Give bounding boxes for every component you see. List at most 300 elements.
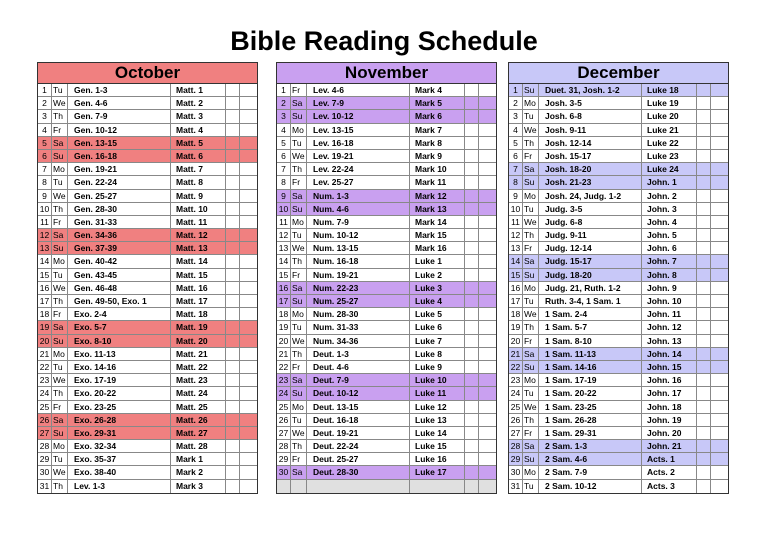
check-cell — [697, 137, 711, 149]
table-row — [509, 335, 728, 348]
notes-cell — [240, 295, 257, 307]
day-number-cell: 17 — [38, 295, 52, 307]
table-row — [277, 480, 496, 493]
reading-two-cell: Luke 24 — [642, 163, 697, 175]
reading-one-cell: Num. 22-23 — [307, 282, 410, 294]
notes-cell — [711, 440, 728, 452]
check-cell — [226, 269, 240, 281]
day-number-cell: 8 — [38, 176, 52, 188]
check-cell — [697, 440, 711, 452]
day-number-cell: 28 — [277, 440, 291, 452]
notes-cell — [711, 374, 728, 386]
reading-one-cell: Num. 7-9 — [307, 216, 410, 228]
notes-cell — [479, 124, 496, 136]
table-row — [509, 97, 728, 110]
reading-two-cell: John. 11 — [642, 308, 697, 320]
table-row — [509, 466, 728, 479]
reading-two-cell: Mark 4 — [410, 84, 465, 96]
notes-cell — [240, 190, 257, 202]
table-row — [509, 282, 728, 295]
reading-one-cell: Gen. 10-12 — [68, 124, 171, 136]
weekday-cell: Sa — [52, 229, 68, 241]
table-row — [277, 97, 496, 110]
table-row — [509, 374, 728, 387]
reading-one-cell: Lev. 4-6 — [307, 84, 410, 96]
day-number-cell: 23 — [277, 374, 291, 386]
reading-two-cell: Mark 5 — [410, 97, 465, 109]
table-row — [277, 216, 496, 229]
reading-two-cell: John. 14 — [642, 348, 697, 360]
weekday-cell: Fr — [52, 308, 68, 320]
reading-one-cell: 1 Sam. 23-25 — [539, 401, 642, 413]
reading-one-cell: Ruth. 3-4, 1 Sam. 1 — [539, 295, 642, 307]
check-cell — [226, 427, 240, 439]
reading-one-cell: Num. 10-12 — [307, 229, 410, 241]
month-rows — [509, 84, 728, 493]
day-number-cell: 30 — [509, 466, 523, 478]
reading-two-cell: Mark 3 — [171, 480, 226, 493]
table-row — [38, 453, 257, 466]
notes-cell — [479, 255, 496, 267]
reading-two-cell: Matt. 3 — [171, 110, 226, 122]
check-cell — [697, 269, 711, 281]
table-row — [509, 137, 728, 150]
reading-one-cell: Exo. 20-22 — [68, 387, 171, 399]
reading-two-cell: Mark 13 — [410, 203, 465, 215]
reading-one-cell: Num. 16-18 — [307, 255, 410, 267]
check-cell — [697, 361, 711, 373]
reading-two-cell: Mark 7 — [410, 124, 465, 136]
reading-two-cell: Matt. 20 — [171, 335, 226, 347]
weekday-cell: Mo — [52, 440, 68, 452]
notes-cell — [711, 335, 728, 347]
check-cell — [697, 466, 711, 478]
day-number-cell: 4 — [277, 124, 291, 136]
notes-cell — [240, 163, 257, 175]
reading-one-cell: Deut. 13-15 — [307, 401, 410, 413]
reading-one-cell: Lev. 16-18 — [307, 137, 410, 149]
weekday-cell: Mo — [291, 401, 307, 413]
notes-cell — [479, 466, 496, 478]
check-cell — [697, 190, 711, 202]
table-row — [38, 308, 257, 321]
day-number-cell: 24 — [38, 387, 52, 399]
weekday-cell: Fr — [52, 124, 68, 136]
weekday-cell: Tu — [523, 387, 539, 399]
reading-two-cell: Mark 11 — [410, 176, 465, 188]
reading-two-cell: Luke 8 — [410, 348, 465, 360]
day-number-cell: 25 — [38, 401, 52, 413]
table-row — [38, 150, 257, 163]
check-cell — [226, 150, 240, 162]
weekday-cell: Tu — [523, 480, 539, 493]
notes-cell — [479, 110, 496, 122]
notes-cell — [479, 414, 496, 426]
check-cell — [465, 440, 479, 452]
check-cell — [226, 190, 240, 202]
weekday-cell: We — [52, 190, 68, 202]
reading-two-cell: John. 10 — [642, 295, 697, 307]
notes-cell — [240, 216, 257, 228]
notes-cell — [479, 203, 496, 215]
reading-one-cell: Deut. 4-6 — [307, 361, 410, 373]
check-cell — [226, 176, 240, 188]
weekday-cell: We — [52, 282, 68, 294]
day-number-cell: 6 — [509, 150, 523, 162]
table-row — [509, 110, 728, 123]
day-number-cell: 28 — [38, 440, 52, 452]
weekday-cell: We — [291, 150, 307, 162]
reading-two-cell: Matt. 2 — [171, 97, 226, 109]
table-row — [38, 427, 257, 440]
weekday-cell: Su — [523, 84, 539, 96]
table-row — [38, 190, 257, 203]
check-cell — [465, 255, 479, 267]
weekday-cell: Tu — [52, 176, 68, 188]
table-row — [509, 150, 728, 163]
weekday-cell: Su — [523, 453, 539, 465]
reading-two-cell: Luke 9 — [410, 361, 465, 373]
table-row — [38, 242, 257, 255]
check-cell — [697, 374, 711, 386]
weekday-cell: Tu — [291, 137, 307, 149]
weekday-cell: Su — [52, 427, 68, 439]
reading-one-cell: Gen. 13-15 — [68, 137, 171, 149]
reading-one-cell: Exo. 32-34 — [68, 440, 171, 452]
weekday-cell: Fr — [291, 84, 307, 96]
reading-one-cell: Deut. 10-12 — [307, 387, 410, 399]
reading-one-cell: Gen. 16-18 — [68, 150, 171, 162]
day-number-cell: 5 — [38, 137, 52, 149]
table-row — [509, 321, 728, 334]
reading-two-cell: John. 17 — [642, 387, 697, 399]
reading-one-cell: 1 Sam. 26-28 — [539, 414, 642, 426]
reading-two-cell: Luke 20 — [642, 110, 697, 122]
table-row — [277, 203, 496, 216]
check-cell — [226, 97, 240, 109]
month-header: November — [277, 63, 496, 84]
day-number-cell: 20 — [509, 335, 523, 347]
notes-cell — [479, 440, 496, 452]
table-row — [277, 137, 496, 150]
table-row — [277, 453, 496, 466]
day-number-cell: 26 — [38, 414, 52, 426]
day-number-cell: 27 — [38, 427, 52, 439]
table-row — [277, 110, 496, 123]
check-cell — [226, 440, 240, 452]
day-number-cell: 20 — [277, 335, 291, 347]
reading-two-cell: Matt. 8 — [171, 176, 226, 188]
check-cell — [697, 124, 711, 136]
check-cell — [465, 124, 479, 136]
reading-one-cell: Gen. 7-9 — [68, 110, 171, 122]
reading-two-cell: Matt. 6 — [171, 150, 226, 162]
notes-cell — [711, 97, 728, 109]
reading-two-cell: Luke 18 — [642, 84, 697, 96]
reading-two-cell: John. 2 — [642, 190, 697, 202]
notes-cell — [711, 282, 728, 294]
weekday-cell: Fr — [523, 150, 539, 162]
check-cell — [465, 480, 479, 493]
table-row — [509, 176, 728, 189]
check-cell — [226, 242, 240, 254]
check-cell — [226, 453, 240, 465]
weekday-cell: We — [523, 308, 539, 320]
check-cell — [226, 203, 240, 215]
notes-cell — [479, 242, 496, 254]
reading-one-cell: Exo. 11-13 — [68, 348, 171, 360]
check-cell — [226, 229, 240, 241]
notes-cell — [479, 335, 496, 347]
reading-one-cell: Judg. 12-14 — [539, 242, 642, 254]
day-number-cell: 6 — [277, 150, 291, 162]
weekday-cell: Tu — [291, 229, 307, 241]
day-number-cell: 22 — [277, 361, 291, 373]
check-cell — [465, 401, 479, 413]
check-cell — [226, 401, 240, 413]
check-cell — [697, 401, 711, 413]
day-number-cell: 29 — [38, 453, 52, 465]
check-cell — [226, 124, 240, 136]
notes-cell — [240, 308, 257, 320]
notes-cell — [240, 427, 257, 439]
notes-cell — [240, 414, 257, 426]
weekday-cell: Th — [291, 348, 307, 360]
weekday-cell: Su — [523, 361, 539, 373]
check-cell — [465, 453, 479, 465]
reading-one-cell: Judg. 21, Ruth. 1-2 — [539, 282, 642, 294]
table-row — [509, 163, 728, 176]
notes-cell — [711, 295, 728, 307]
table-row — [38, 176, 257, 189]
weekday-cell: Mo — [52, 255, 68, 267]
check-cell — [465, 216, 479, 228]
reading-one-cell: Gen. 40-42 — [68, 255, 171, 267]
notes-cell — [240, 137, 257, 149]
weekday-cell: Th — [52, 203, 68, 215]
weekday-cell: Sa — [291, 190, 307, 202]
table-row — [277, 348, 496, 361]
check-cell — [226, 255, 240, 267]
check-cell — [697, 348, 711, 360]
reading-one-cell: Exo. 2-4 — [68, 308, 171, 320]
reading-two-cell: Acts. 1 — [642, 453, 697, 465]
check-cell — [465, 242, 479, 254]
check-cell — [697, 216, 711, 228]
reading-one-cell: Lev. 13-15 — [307, 124, 410, 136]
notes-cell — [240, 229, 257, 241]
reading-one-cell: Exo. 14-16 — [68, 361, 171, 373]
table-row — [38, 295, 257, 308]
weekday-cell: We — [523, 216, 539, 228]
reading-one-cell: 2 Sam. 1-3 — [539, 440, 642, 452]
table-row — [277, 229, 496, 242]
table-row — [277, 466, 496, 479]
table-row — [38, 269, 257, 282]
weekday-cell: We — [523, 124, 539, 136]
reading-two-cell: Matt. 10 — [171, 203, 226, 215]
reading-one-cell: Gen. 43-45 — [68, 269, 171, 281]
reading-two-cell: John. 19 — [642, 414, 697, 426]
reading-two-cell: John. 18 — [642, 401, 697, 413]
notes-cell — [240, 374, 257, 386]
weekday-cell: Su — [52, 335, 68, 347]
reading-two-cell: Luke 12 — [410, 401, 465, 413]
notes-cell — [240, 242, 257, 254]
notes-cell — [240, 84, 257, 96]
table-row — [38, 124, 257, 137]
reading-two-cell: Luke 10 — [410, 374, 465, 386]
weekday-cell: We — [523, 401, 539, 413]
reading-one-cell: Gen. 25-27 — [68, 190, 171, 202]
table-row — [509, 295, 728, 308]
check-cell — [697, 453, 711, 465]
notes-cell — [711, 348, 728, 360]
reading-two-cell: Matt. 15 — [171, 269, 226, 281]
reading-two-cell: Matt. 27 — [171, 427, 226, 439]
reading-one-cell: Josh. 18-20 — [539, 163, 642, 175]
page-title: Bible Reading Schedule — [230, 26, 538, 56]
notes-cell — [240, 361, 257, 373]
notes-cell — [240, 124, 257, 136]
table-row — [277, 308, 496, 321]
reading-one-cell: Deut. 19-21 — [307, 427, 410, 439]
check-cell — [465, 321, 479, 333]
notes-cell — [711, 401, 728, 413]
reading-one-cell: Judg. 18-20 — [539, 269, 642, 281]
day-number-cell: 18 — [509, 308, 523, 320]
check-cell — [226, 348, 240, 360]
day-number-cell: 3 — [277, 110, 291, 122]
table-row — [38, 440, 257, 453]
reading-one-cell: Gen. 4-6 — [68, 97, 171, 109]
reading-two-cell: Mark 1 — [171, 453, 226, 465]
day-number-cell: 2 — [277, 97, 291, 109]
reading-two-cell: John. 9 — [642, 282, 697, 294]
table-row — [277, 361, 496, 374]
reading-two-cell: Mark 8 — [410, 137, 465, 149]
day-number-cell — [277, 480, 291, 493]
reading-one-cell: Deut. 22-24 — [307, 440, 410, 452]
day-number-cell: 16 — [277, 282, 291, 294]
table-row — [277, 84, 496, 97]
reading-one-cell: Gen. 28-30 — [68, 203, 171, 215]
notes-cell — [711, 110, 728, 122]
notes-cell — [240, 466, 257, 478]
check-cell — [697, 97, 711, 109]
weekday-cell: Fr — [523, 335, 539, 347]
notes-cell — [479, 401, 496, 413]
day-number-cell: 19 — [509, 321, 523, 333]
day-number-cell: 10 — [38, 203, 52, 215]
reading-two-cell: Luke 21 — [642, 124, 697, 136]
check-cell — [465, 229, 479, 241]
weekday-cell: Tu — [523, 110, 539, 122]
reading-two-cell: Matt. 14 — [171, 255, 226, 267]
weekday-cell: Mo — [52, 163, 68, 175]
table-row — [509, 480, 728, 493]
table-row — [509, 124, 728, 137]
table-row — [277, 282, 496, 295]
day-number-cell: 27 — [277, 427, 291, 439]
check-cell — [465, 295, 479, 307]
reading-one-cell: Exo. 35-37 — [68, 453, 171, 465]
day-number-cell: 19 — [277, 321, 291, 333]
reading-two-cell: Matt. 12 — [171, 229, 226, 241]
reading-two-cell: Matt. 23 — [171, 374, 226, 386]
reading-one-cell: Josh. 3-5 — [539, 97, 642, 109]
check-cell — [226, 321, 240, 333]
reading-one-cell: Num. 19-21 — [307, 269, 410, 281]
weekday-cell: Th — [291, 255, 307, 267]
table-row — [38, 348, 257, 361]
day-number-cell: 6 — [38, 150, 52, 162]
notes-cell — [479, 387, 496, 399]
check-cell — [465, 269, 479, 281]
reading-one-cell: Judg. 9-11 — [539, 229, 642, 241]
reading-two-cell: Luke 13 — [410, 414, 465, 426]
reading-one-cell: Deut. 28-30 — [307, 466, 410, 478]
notes-cell — [240, 321, 257, 333]
check-cell — [226, 480, 240, 493]
check-cell — [465, 427, 479, 439]
reading-two-cell: Luke 23 — [642, 150, 697, 162]
weekday-cell: Mo — [523, 282, 539, 294]
day-number-cell: 14 — [277, 255, 291, 267]
reading-one-cell: Lev. 10-12 — [307, 110, 410, 122]
weekday-cell: Su — [523, 176, 539, 188]
table-row — [38, 414, 257, 427]
weekday-cell: We — [52, 374, 68, 386]
weekday-cell: Fr — [523, 242, 539, 254]
notes-cell — [240, 480, 257, 493]
notes-cell — [240, 387, 257, 399]
table-row — [509, 361, 728, 374]
reading-one-cell: Lev. 1-3 — [68, 480, 171, 493]
reading-two-cell: Luke 1 — [410, 255, 465, 267]
check-cell — [465, 137, 479, 149]
reading-one-cell: 1 Sam. 17-19 — [539, 374, 642, 386]
day-number-cell: 14 — [509, 255, 523, 267]
reading-one-cell: Gen. 46-48 — [68, 282, 171, 294]
reading-two-cell: Matt. 25 — [171, 401, 226, 413]
weekday-cell: Fr — [291, 361, 307, 373]
month-table-october — [37, 62, 258, 494]
reading-two-cell: Luke 19 — [642, 97, 697, 109]
weekday-cell: Fr — [291, 176, 307, 188]
notes-cell — [711, 203, 728, 215]
weekday-cell: Su — [291, 110, 307, 122]
table-row — [277, 335, 496, 348]
reading-two-cell — [410, 480, 465, 493]
weekday-cell: We — [291, 335, 307, 347]
check-cell — [465, 163, 479, 175]
reading-two-cell: John. 16 — [642, 374, 697, 386]
weekday-cell: Th — [523, 229, 539, 241]
check-cell — [697, 321, 711, 333]
weekday-cell: Th — [523, 137, 539, 149]
reading-two-cell: Matt. 9 — [171, 190, 226, 202]
reading-two-cell: Luke 5 — [410, 308, 465, 320]
day-number-cell: 21 — [277, 348, 291, 360]
reading-two-cell: Mark 16 — [410, 242, 465, 254]
notes-cell — [240, 203, 257, 215]
check-cell — [697, 110, 711, 122]
weekday-cell: Th — [52, 110, 68, 122]
check-cell — [465, 110, 479, 122]
check-cell — [226, 308, 240, 320]
table-row — [38, 203, 257, 216]
